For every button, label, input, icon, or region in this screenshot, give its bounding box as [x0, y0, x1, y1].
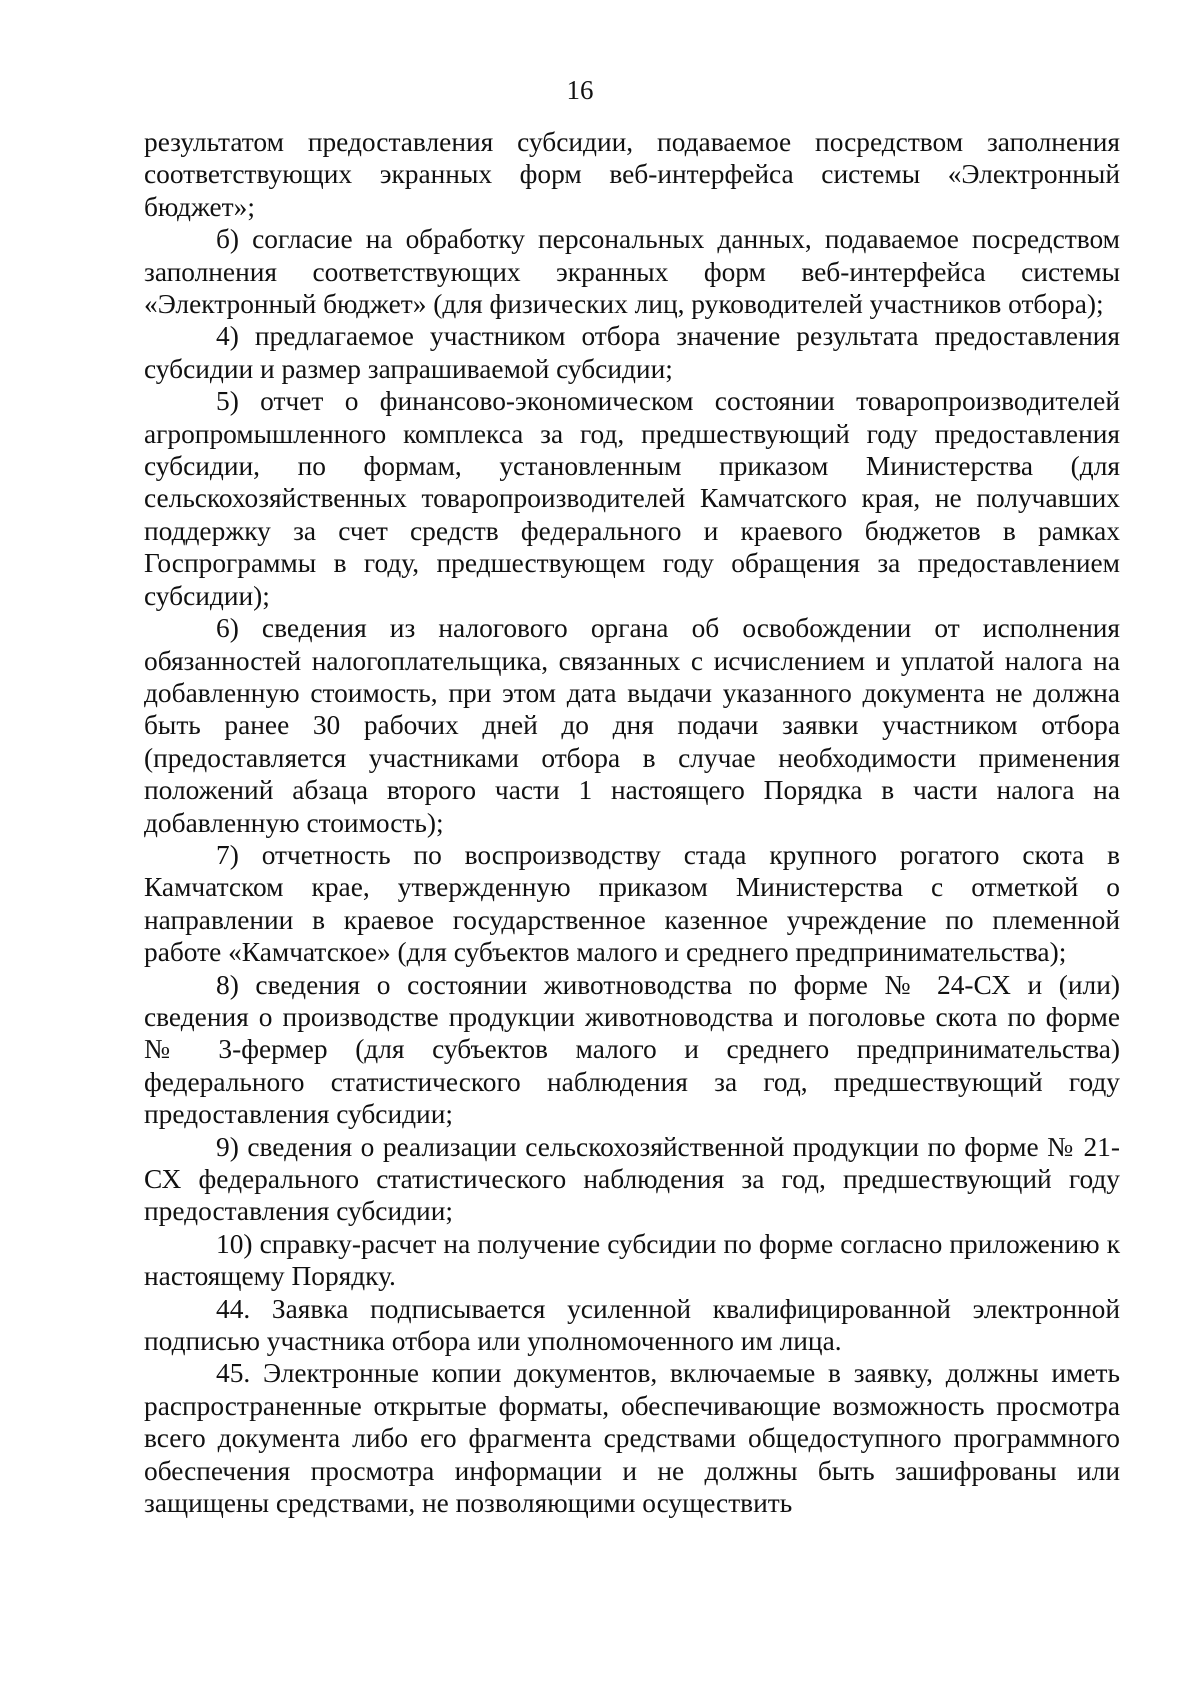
page-number: 16: [566, 75, 594, 105]
paragraph: 8) сведения о состоянии животноводства по форме № 24-СХ и (или) сведения о производстве продукции животноводства и поголовье скота по форме № 3-фермер (для субъектов малого и среднего предпринимательства) федерального статистического наблюдения за год, предшествующий году предоставления субсидии;: [144, 969, 1120, 1130]
paragraph: 6) сведения из налогового органа об освобождении от исполнения обязанностей налогоплательщика, связанных с исчислением и уплатой налога на добавленную стоимость, при этом дата выдачи указанного документа не должна быть ранее 30 рабочих дней до дня подачи заявки участником отбора (предоставляется участниками отбора в случае необходимости применения положений абзаца второго части 1 настоящего Порядка в части налога на добавленную стоимость);: [144, 613, 1120, 838]
paragraph: результатом предоставления субсидии, подаваемое посредством заполнения соответствующих экранных форм веб-интерфейса системы «Электронный бюджет»;: [144, 127, 1120, 222]
document-body: [144, 126, 1120, 1519]
paragraph: б) согласие на обработку персональных данных, подаваемое посредством заполнения соответствующих экранных форм веб-интерфейса системы «Электронный бюджет» (для физических лиц, руководителей участников отбора);: [144, 224, 1120, 320]
paragraph-last: 45. Электронные копии документов, включаемые в заявку, должны иметь распространенные открытые форматы, обеспечивающие возможность просмотра всего документа либо его фрагмента средствами общедоступного программного обеспечения просмотра информации и не должны быть зашифрованы или защищены средствами, не позволяющими осуществить: [144, 1358, 1120, 1519]
paragraph: 9) сведения о реализации сельскохозяйственной продукции по форме № 21-СХ федерального статистического наблюдения за год, предшествующий году предоставления субсидии;: [144, 1131, 1120, 1227]
paragraph: 44. Заявка подписывается усиленной квалифицированной электронной подписью участника отбора или уполномоченного им лица.: [144, 1293, 1120, 1357]
paragraph: 7) отчетность по воспроизводству стада крупного рогатого скота в Камчатском крае, утвержденную приказом Министерства с отметкой о направлении в краевое государственное казенное учреждение по племенной работе «Камчатское» (для субъектов малого и среднего предпринимательства);: [144, 839, 1120, 968]
paragraph: 10) справку-расчет на получение субсидии по форме согласно приложению к настоящему Порядку.: [144, 1228, 1120, 1292]
paragraph: 4) предлагаемое участником отбора значение результата предоставления субсидии и размер запрашиваемой субсидии;: [144, 321, 1120, 384]
paragraph: 5) отчет о финансово-экономическом состоянии товаропроизводителей агропромышленного комплекса за год, предшествующий году предоставления субсидии, по формам, установленным приказом Министерства (для сельскохозяйственных товаропроизводителей Камчатского края, не получавших поддержку за счет средств федерального и краевого бюджетов в рамках Госпрограммы в году, предшествующем году обращения за предоставлением субсидии);: [144, 386, 1120, 611]
